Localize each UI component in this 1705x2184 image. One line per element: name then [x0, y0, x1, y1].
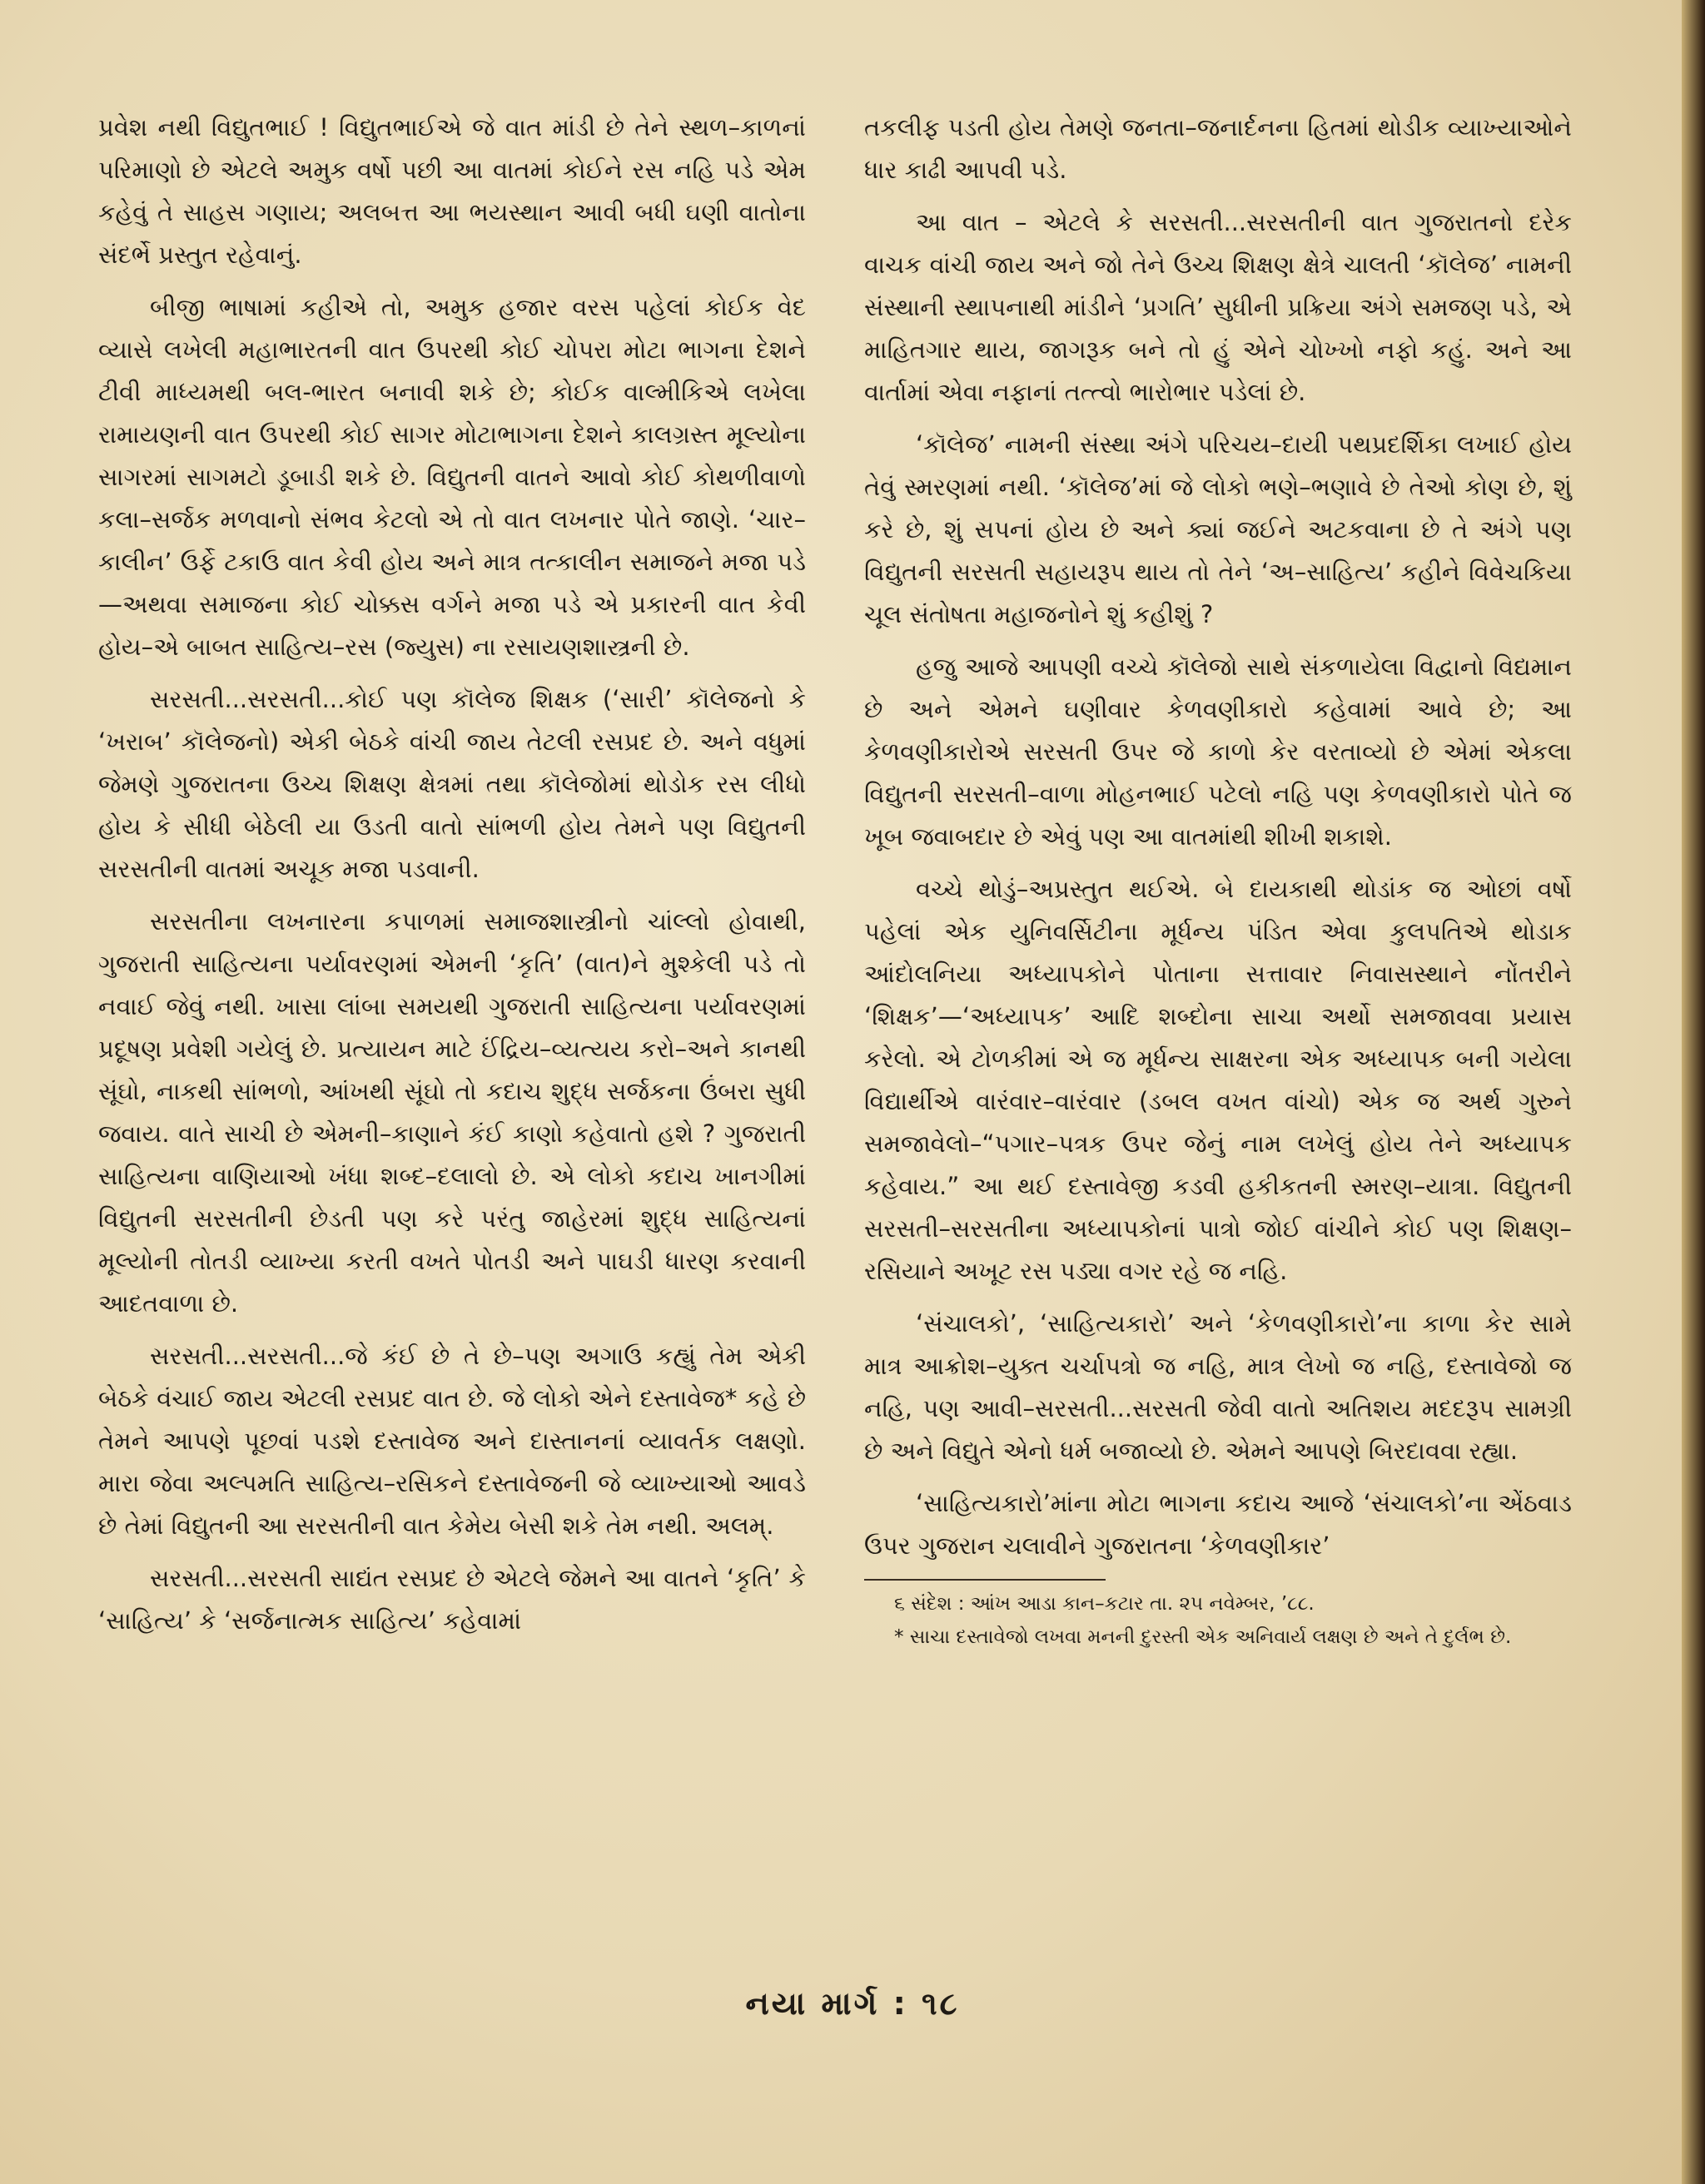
paragraph: બીજી ભાષામાં કહીએ તો, અમુક હજાર વરસ પહેલાં કોઈક વેદ વ્યાસે લખેલી મહાભારતની વાત ઉપરથી કોઈ ચોપરા મોટા ભાગના દેશને ટીવી માધ્યમથી બલ-ભારત બનાવી શકે છે; કોઈક વાલ્મીકિએ લખેલા રામાયણની વાત ઉપરથી કોઈ સાગર મોટાભાગના દેશને કાલગ્રસ્ત મૂલ્યોના સાગરમાં સાગમટો ડૂબાડી શકે છે. વિદ્યુતની વાતને આવો કોઈ કોથળીવાળો કલા–સર્જક મળવાનો સંભવ કેટલો એ તો વાત લખનાર પોતે જાણે. ‘ચાર–કાલીન’ ઉર્ફે ટકાઉ વાત કેવી હોય અને માત્ર તત્કાલીન સમાજને મજા પડે—અથવા સમાજના કોઈ ચોક્કસ વર્ગને મજા પડે એ પ્રકારની વાત કેવી હોય–એ બાબત સાહિત્ય–રસ (જ્યુસ) ના રસાયણશાસ્ત્રની છે. [98, 293, 806, 661]
paragraph: સરસતી...સરસતી સાદ્યંત રસપ્રદ છે એટલે જેમને આ વાતને ‘કૃતિ’ કે ‘સાહિત્ય’ કે ‘સર્જનાત્મક સાહિત્ય’ કહેવામાં [98, 1564, 806, 1635]
paragraph: સરસતીના લખનારના કપાળમાં સમાજશાસ્ત્રીનો ચાંલ્લો હોવાથી, ગુજરાતી સાહિત્યના પર્યાવરણમાં એમની ‘કૃતિ’ (વાત)ને મુશ્કેલી પડે તો નવાઈ જેવું નથી. ખાસા લાંબા સમયથી ગુજરાતી સાહિત્યના પર્યાવરણમાં પ્રદૂષણ પ્રવેશી ગયેલું છે. પ્રત્યાયન માટે ઈંદ્રિય–વ્યત્યય કરો–અને કાનથી સૂંઘો, નાકથી સાંભળો, આંખથી સૂંઘો તો કદાચ શુદ્ધ સર્જકના ઉંબરા સુધી જવાય. વાતે સાચી છે એમની–કાણાને કંઈ કાણો કહેવાતો હશે ? ગુજરાતી સાહિત્યના વાણિયાઓ ખંધા શબ્દ–દલાલો છે. એ લોકો કદાચ ખાનગીમાં વિદ્યુતની સરસતીની છેડતી પણ કરે પરંતુ જાહેરમાં શુદ્ધ સાહિત્યનાં મૂલ્યોની તોતડી વ્યાખ્યા કરતી વખતે પોતડી અને પાઘડી ધારણ કરવાની આદતવાળા છે. [98, 907, 806, 1318]
footnote-divider [864, 1579, 1106, 1581]
footnote: * સાચા દસ્તાવેજો લખવા મનની દુરસ્તી એક અનિવાર્ય લક્ષણ છે અને તે દુર્લભ છે. [894, 1626, 1512, 1648]
paragraph: ‘કૉલેજ’ નામની સંસ્થા અંગે પરિચય–દાયી પથપ્રદર્શિકા લખાઈ હોય તેવું સ્મરણમાં નથી. ‘કૉલેજ’માં જે લોકો ભણે–ભણાવે છે તેઓ કોણ છે, શું કરે છે, શું સપનાં હોય છે અને ક્યાં જઈને અટકવાના છે તે અંગે પણ વિદ્યુતની સરસતી સહાયરૂપ થાય તો તેને ‘અ–સાહિત્ય’ કહીને વિવેચકિયા ચૂલ સંતોષતા મહાજનોને શું કહીશું ? [864, 430, 1572, 628]
left-column [98, 107, 806, 1652]
right-column [864, 107, 1572, 1654]
paragraph: વચ્ચે થોડું–અપ્રસ્તુત થઈએ. બે દાયકાથી થોડાંક જ ઓછાં વર્ષો પહેલાં એક યુનિવર્સિટીના મૂર્ધન્ય પંડિત એવા કુલપતિએ થોડાક આંદોલનિયા અધ્યાપકોને પોતાના સત્તાવાર નિવાસસ્થાને નોંતરીને ‘શિક્ષક’—‘અધ્યાપક’ આદિ શબ્દોના સાચા અર્થો સમજાવવા પ્રયાસ કરેલો. એ ટોળકીમાં એ જ મૂર્ધન્ય સાક્ષરના એક અધ્યાપક બની ગયેલા વિદ્યાર્થીએ વારંવાર–વારંવાર (ડબલ વખત વાંચો) એક જ અર્થ ગુરુને સમજાવેલો–“પગાર–પત્રક ઉપર જેનું નામ લખેલું હોય તેને અધ્યાપક કહેવાય.” આ થઈ દસ્તાવેજી કડવી હકીકતની સ્મરણ–યાત્રા. વિદ્યુતની સરસતી–સરસતીના અધ્યાપકોનાં પાત્રો જોઈ વાંચીને કોઈ પણ શિક્ષણ–રસિયાને અખૂટ રસ પડ્યા વગર રહે જ નહિ. [864, 875, 1572, 1285]
paragraph: સરસતી...સરસતી...કોઈ પણ કૉલેજ શિક્ષક (‘સારી’ કૉલેજનો કે ‘ખરાબ’ કૉલેજનો) એકી બેઠકે વાંચી જાય તેટલી રસપ્રદ છે. અને વધુમાં જેમણે ગુજરાતના ઉચ્ચ શિક્ષણ ક્ષેત્રમાં તથા કૉલેજોમાં થોડોક રસ લીધો હોય કે સીધી બેઠેલી યા ઉડતી વાતો સાંભળી હોય તેમને પણ વિદ્યુતની સરસતીની વાતમાં અચૂક મજા પડવાની. [98, 685, 806, 883]
paragraph: પ્રવેશ નથી વિદ્યુતભાઈ ! વિદ્યુતભાઈએ જે વાત માંડી છે તેને સ્થળ–કાળનાં પરિમાણો છે એટલે અમુક વર્ષો પછી આ વાતમાં કોઈને રસ નહિ પડે એમ કહેવું તે સાહસ ગણાય; અલબત્ત આ ભયસ્થાન આવી બધી ઘણી વાતોના સંદર્ભે પ્રસ્તુત રહેવાનું. [98, 113, 806, 269]
footnotes [864, 1587, 1572, 1654]
page-footer: નયા માર્ગ : ૧૮ [745, 1985, 960, 2022]
paragraph: ‘સંચાલકો’, ‘સાહિત્યકારો’ અને ‘કેળવણીકારો’ના કાળા કેર સામે માત્ર આક્રોશ–યુક્ત ચર્ચાપત્રો જ નહિ, માત્ર લેખો જ નહિ, દસ્તાવેજો જ નહિ, પણ આવી–સરસતી...સરસતી જેવી વાતો અતિશય મદદરૂપ સામગ્રી છે અને વિદ્યુતે એનો ધર્મ બજાવ્યો છે. એમને આપણે બિરદાવવા રહ્યા. [864, 1309, 1572, 1465]
paragraph: ‘સાહિત્યકારો’માંના મોટા ભાગના કદાચ આજે ‘સંચાલકો’ના એંઠવાડ ઉપર ગુજરાન ચલાવીને ગુજરાતના ‘કેળવણીકાર’ [864, 1489, 1572, 1560]
paragraph: હજુ આજે આપણી વચ્ચે કૉલેજો સાથે સંકળાયેલા વિદ્વાનો વિદ્યમાન છે અને એમને ઘણીવાર કેળવણીકારો કહેવામાં આવે છે; આ કેળવણીકારોએ સરસતી ઉપર જે કાળો કેર વરતાવ્યો છે એમાં એકલા વિદ્યુતની સરસતી–વાળા મોહનભાઈ પટેલો નહિ પણ કેળવણીકારો પોતે જ ખૂબ જવાબદાર છે એવું પણ આ વાતમાંથી શીખી શકાશે. [864, 653, 1572, 851]
footnote: ૬ સંદેશ : આંખ આડા કાન–કટાર તા. ૨૫ નવેમ્બર, ’૮૮. [894, 1593, 1315, 1615]
paragraph: આ વાત – એટલે કે સરસતી...સરસતીની વાત ગુજરાતનો દરેક વાચક વાંચી જાય અને જો તેને ઉચ્ચ શિક્ષણ ક્ષેત્રે ચાલતી ‘કૉલેજ’ નામની સંસ્થાની સ્થાપનાથી માંડીને ‘પ્રગતિ’ સુધીની પ્રક્રિયા અંગે સમજણ પડે, એ માહિતગાર થાય, જાગરૂક બને તો હું એને ચોખ્ખો નફો કહું. અને આ વાર્તામાં એવા નફાનાં તત્ત્વો ભારોભાર પડેલાં છે. [864, 208, 1572, 406]
page-edge [1682, 0, 1705, 2184]
paragraph: સરસતી...સરસતી...જે કંઈ છે તે છે–પણ અગાઉ કહ્યું તેમ એકી બેઠકે વંચાઈ જાય એટલી રસપ્રદ વાત છે. જે લોકો એને દસ્તાવેજ* કહે છે તેમને આપણે પૂછવાં પડશે દસ્તાવેજ અને દાસ્તાનનાં વ્યાવર્તક લક્ષણો. મારા જેવા અલ્પમતિ સાહિત્ય–રસિકને દસ્તાવેજની જે વ્યાખ્યાઓ આવડે છે તેમાં વિદ્યુતની આ સરસતીની વાત કેમેય બેસી શકે તેમ નથી. અલમ્. [98, 1342, 806, 1540]
paragraph: તકલીફ પડતી હોય તેમણે જનતા–જનાર્દનના હિતમાં થોડીક વ્યાખ્યાઓને ધાર કાઢી આપવી પડે. [864, 113, 1572, 184]
